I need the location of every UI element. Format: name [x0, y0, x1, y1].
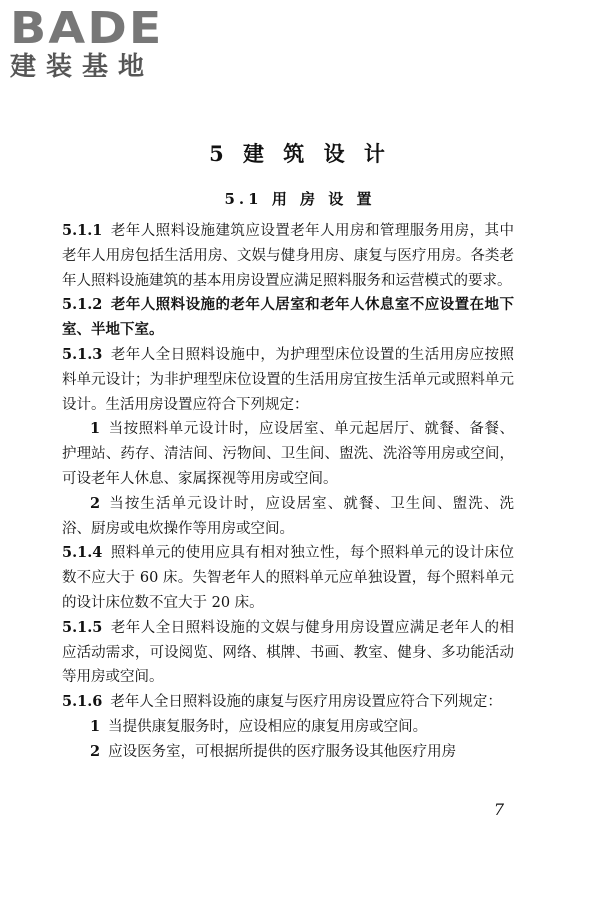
list-item-2 [62, 492, 514, 542]
item-number: 1 [90, 420, 101, 438]
clause-5-1-4 [62, 541, 514, 615]
item-text: 当提供康复服务时，应设相应的康复用房或空间。 [108, 718, 428, 735]
clause-number: 5.1.4 [62, 544, 103, 562]
logo-text-en: BADE [10, 3, 164, 54]
chapter-title: 5 建 筑 设 计 [209, 141, 391, 166]
item-number: 1 [90, 717, 101, 735]
item-text: 当按生活单元设计时，应设居室、就餐、卫生间、盥洗、洗浴、厨房或电炊操作等用房或空间。 [62, 495, 514, 537]
item-text: 当按照料单元设计时，应设居室、单元起居厅、就餐、备餐、护理站、药存、清洁间、污物间、卫生间、盥洗、洗浴等用房或空间，可设老年人休息、家属探视等用房或空间。 [62, 421, 514, 487]
clause-text: 老年人照料设施建筑应设置老年人用房和管理服务用房，其中老年人用房包括生活用房、文娱与健身用房、康复与医疗用房。各类老年人照料设施建筑的基本用房设置应满足照料服务和运营模式的要求。 [62, 223, 514, 289]
list-item-1 [62, 417, 514, 491]
page-number: 7 [493, 800, 504, 819]
clause-text: 老年人全日照料设施的文娱与健身用房设置应满足老年人的相应活动需求，可设阅览、网络、棋牌、书画、教室、健身、多功能活动等用房或空间。 [62, 619, 514, 686]
clause-5-1-1 [62, 219, 514, 293]
clause-text: 照料单元的使用应具有相对独立性，每个照料单元的设计床位数不应大于 60 床。失智老年人的照料单元应单独设置，每个照料单元的设计床位数不宜大于 20 床。 [62, 545, 514, 611]
body-text [62, 219, 514, 765]
clause-text: 老年人照料设施的老年人居室和老年人休息室不应设置在地下室、半地下室。 [62, 296, 514, 339]
clause-number: 5.1.1 [62, 222, 103, 239]
clause-number: 5.1.6 [62, 693, 103, 711]
clause-text: 老年人全日照料设施中，为护理型床位设置的生活用房应按照料单元设计；为非护理型床位设置的生活用房宜按生活单元或照料单元设计。生活用房设置应符合下列规定： [62, 346, 514, 413]
list-item-2b [62, 740, 514, 765]
section-title: 5.1 用 房 设 置 [224, 190, 376, 208]
item-text: 应设医务室，可根据所提供的医疗服务设其他医疗用房 [108, 743, 457, 760]
clause-text: 老年人全日照料设施的康复与医疗用房设置应符合下列规定： [110, 694, 502, 711]
clause-number: 5.1.2 [62, 296, 103, 314]
item-number: 2 [90, 494, 101, 512]
clause-5-1-6 [62, 690, 514, 715]
list-item-1b [62, 715, 514, 740]
clause-5-1-3 [62, 343, 514, 417]
clause-number: 5.1.3 [62, 345, 103, 363]
logo [10, 3, 180, 82]
logo-text-zh: 建装基地 [10, 52, 155, 82]
clause-5-1-2 [62, 293, 514, 343]
clause-5-1-5 [62, 616, 514, 690]
item-number: 2 [90, 742, 101, 760]
clause-number: 5.1.5 [62, 618, 103, 636]
